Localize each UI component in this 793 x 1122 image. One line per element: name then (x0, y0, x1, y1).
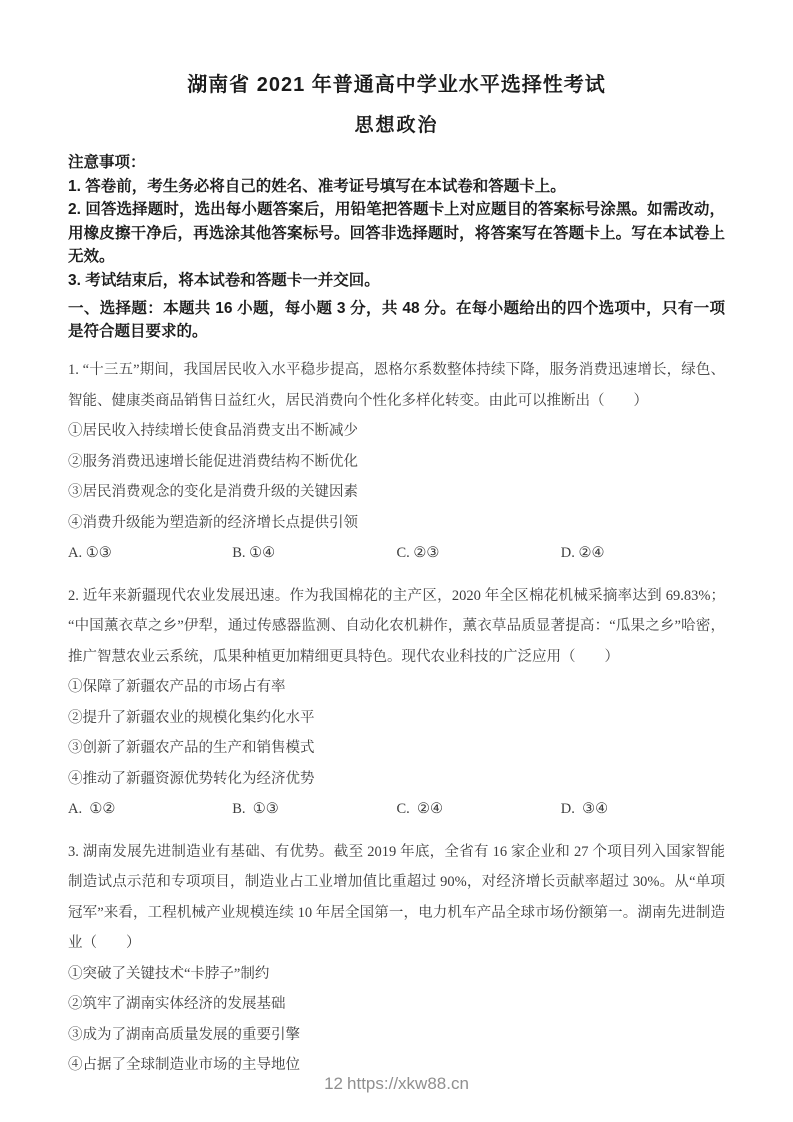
page-footer (0, 1074, 793, 1094)
question-1-statement-1: ①居民收入持续增长使食品消费支出不断减少 (68, 423, 358, 439)
question-1-choice-b: B. ①④ (232, 545, 276, 561)
section-heading: 一、选择题：本题共 16 小题，每小题 3 分，共 48 分。在每小题给出的四个选项中，只有一项是符合题目要求的。 (68, 300, 725, 340)
question-1-statement-4: ④消费升级能为塑造新的经济增长点提供引领 (68, 514, 358, 531)
question-1-choice-a: A. ①③ (68, 545, 112, 561)
question-1-choices (68, 538, 725, 569)
question-3-statement-1: ①突破了关键技术“卡脖子”制约 (68, 965, 270, 982)
question-3-statement-2: ②筑牢了湖南实体经济的发展基础 (68, 996, 286, 1012)
question-3-stem: 3. 湖南发展先进制造业有基础、有优势。截至 2019 年底，全省有 16 家企业和 27 个项目列入国家智能制造试点示范和专项项目，制造业占工业增加值比重超过 90%，对经济增长贡献率超过 30%。从“单项冠军”来看，工程机械产业规模连续 10 年居全国第一，电力机车产品全球市场份额第一。湖南先进制造业（ ） (68, 843, 725, 951)
question-1-stem: 1. “十三五”期间，我国居民收入水平稳步提高，恩格尔系数整体持续下降，服务消费迅速增长，绿色、智能、健康类商品销售日益红火，居民消费向个性化多样化转变。由此可以推断出（ ） (68, 362, 725, 409)
question-2-choice-a: A. ①② (68, 801, 116, 817)
notice-item-3: 3. 考试结束后，将本试卷和答题卡一并交回。 (68, 271, 380, 289)
question-1-choice-c: C. ②③ (396, 545, 440, 561)
question-2-statement-3: ③创新了新疆农产品的生产和销售模式 (68, 740, 315, 756)
question-2 (68, 581, 725, 825)
question-2-choice-d: D. ③④ (560, 801, 609, 817)
question-3-statement-4: ④占据了全球制造业市场的主导地位 (68, 1057, 300, 1073)
question-3 (68, 837, 725, 1081)
question-2-choice-b: B. ①③ (232, 801, 279, 817)
question-3-statement-3: ③成为了湖南高质量发展的重要引擎 (68, 1026, 300, 1043)
page-subtitle: 思想政治 (354, 115, 439, 136)
question-1-statement-3: ③居民消费观念的变化是消费升级的关键因素 (68, 484, 358, 500)
notice-section (68, 151, 725, 292)
question-2-choice-c: C. ②④ (396, 801, 444, 817)
question-2-statement-2: ②提升了新疆农业的规模化集约化水平 (68, 709, 315, 726)
question-1-choice-d: D. ②④ (560, 545, 605, 561)
notice-item-1: 1. 答卷前，考生务必将自己的姓名、准考证号填写在本试卷和答题卡上。 (68, 177, 566, 195)
question-2-statement-4: ④推动了新疆资源优势转化为经济优势 (68, 770, 315, 787)
question-1 (68, 355, 725, 569)
page-title: 湖南省 2021 年普通高中学业水平选择性考试 (187, 74, 606, 96)
question-2-statement-1: ①保障了新疆农产品的市场占有率 (68, 679, 286, 695)
question-1-statement-2: ②服务消费迅速增长能促进消费结构不断优化 (68, 453, 358, 470)
notice-item-2: 2. 回答选择题时，选出每小题答案后，用铅笔把答题卡上对应题目的答案标号涂黑。如需改动，用橡皮擦干净后，再选涂其他答案标号。回答非选择题时，将答案写在答题卡上。写在本试卷上无效。 (68, 201, 725, 265)
watermark-url: https://xkw88.cn (347, 1074, 469, 1093)
question-2-stem: 2. 近年来新疆现代农业发展迅速。作为我国棉花的主产区，2020 年全区棉花机械采摘率达到 69.83%；“中国薰衣草之乡”伊犁，通过传感器监测、自动化农机耕作，薰衣草品质显著提高：“瓜果之乡”哈密，推广智慧农业云系统，瓜果种植更加精细更具特色。现代农业科技的广泛应用（ ） (68, 587, 725, 665)
page-number: 12 (324, 1074, 344, 1093)
notice-heading: 注意事项： (68, 154, 146, 171)
question-2-choices (68, 794, 725, 825)
